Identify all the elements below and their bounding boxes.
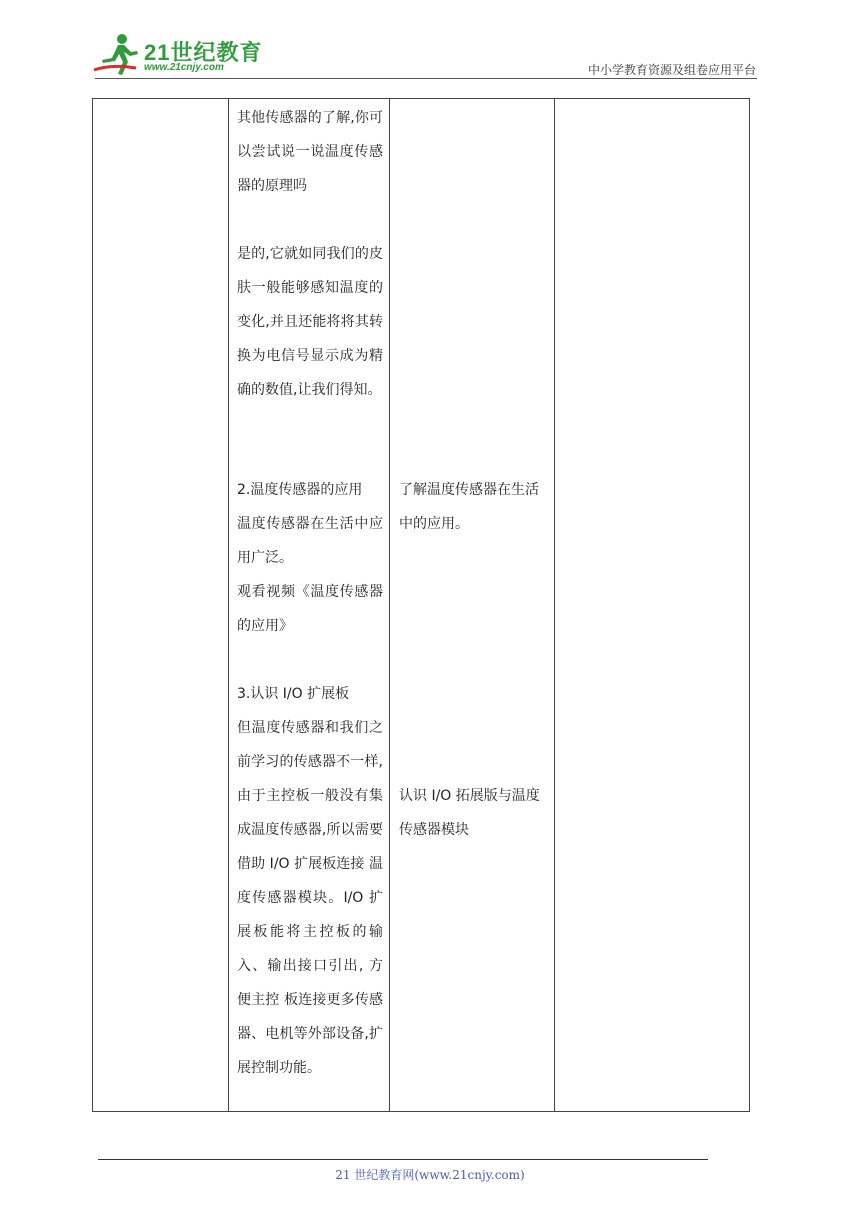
platform-name: 中小学教育资源及组卷应用平台: [587, 63, 756, 77]
runner-logo-icon: [92, 30, 148, 78]
table-row: [93, 99, 750, 1112]
activity-text-4: 但温度传感器和我们之前学习的传感器不一样,由于主控板一般没有集成温度传感器,所以需要借助 I/O 扩展板连接 温度传感器模块。I/O 扩展板能将主控板的输入、输出接口引出, 方便主控 板连接更多传感器、电机等外部设备,扩展控制功能。: [237, 720, 383, 1076]
table-cell-col1: [93, 99, 229, 1112]
section-title-io-board: 3.认识 I/O 扩展板: [237, 686, 350, 702]
activity-text-2: 是的,它就如同我们的皮肤一般能够感知温度的变化,并且还能将将其转换为电信号显示成为精确的数值,让我们得知。: [237, 246, 383, 398]
goal-text-2: 认识 I/O 拓展版与温度传感器模块: [399, 788, 540, 838]
footer-divider: [98, 1159, 708, 1160]
logo-text: 21世纪教育: [144, 40, 263, 65]
section-title-application: 2.温度传感器的应用: [237, 482, 363, 498]
table-cell-col2: [229, 99, 390, 1112]
footer-text[interactable]: 21 世纪教育网(www.21cnjy.com): [335, 1168, 525, 1182]
header-divider: [95, 78, 757, 79]
activity-text-1: 其他传感器的了解,你可以尝试说一说温度传感器的原理吗: [237, 110, 383, 194]
logo-url: www.21cnjy.com: [144, 62, 224, 73]
page-header: [0, 0, 860, 90]
table-cell-col3: [390, 99, 555, 1112]
goal-text-1: 了解温度传感器在生活中的应用。: [399, 482, 539, 532]
activity-video-text: 观看视频《温度传感器的应用》: [237, 584, 383, 634]
lesson-table: [92, 98, 750, 1112]
table-cell-col4: [555, 99, 750, 1112]
activity-text-3: 温度传感器在生活中应用广泛。: [237, 516, 383, 566]
site-logo[interactable]: [92, 30, 262, 80]
